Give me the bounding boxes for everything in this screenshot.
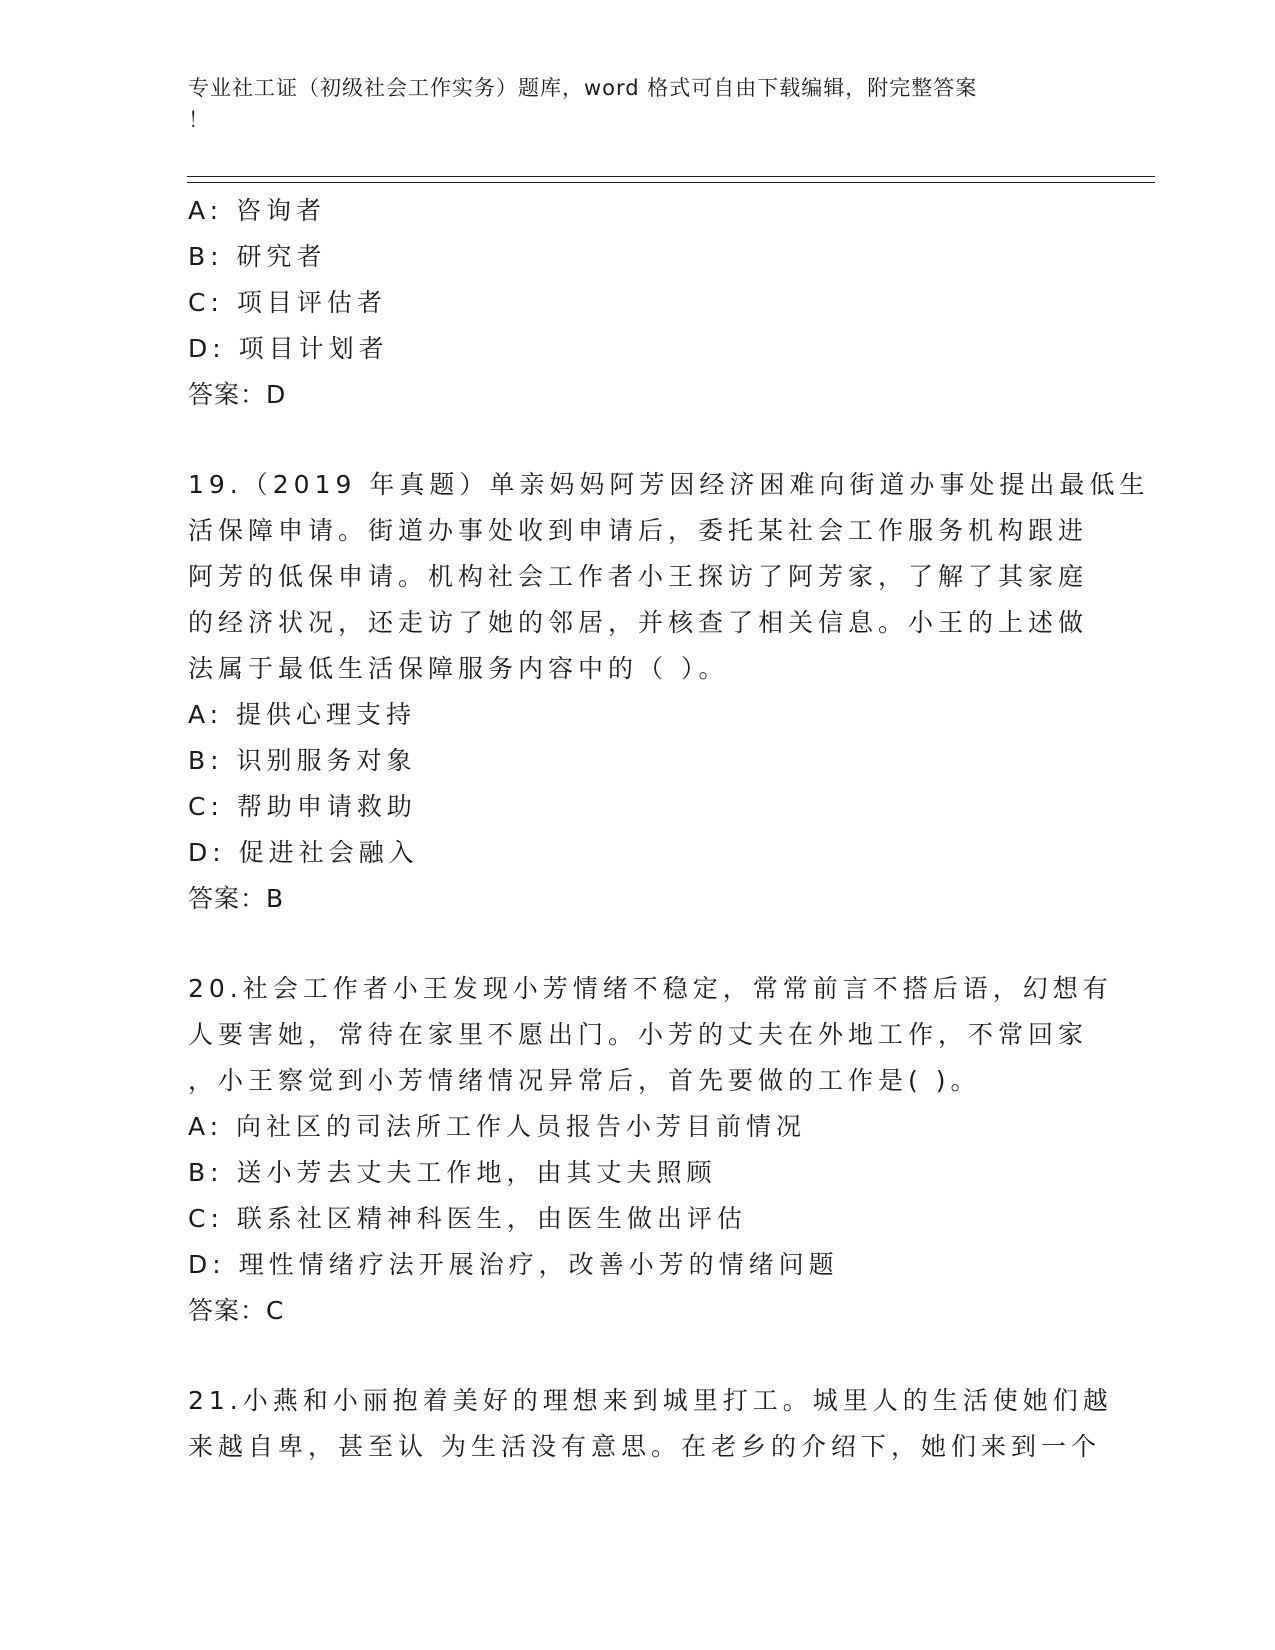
question-20 — [188, 966, 1113, 1334]
header-title: 专业社工证（初级社会工作实务）题库，word 格式可自由下载编辑，附完整答案 — [188, 76, 978, 100]
option-a: A: 提供心理支持 — [188, 700, 417, 729]
question-spacer — [188, 1334, 1088, 1378]
question-19 — [188, 462, 1150, 922]
question-18-tail — [188, 188, 1088, 418]
option-a: A: 向社区的司法所工作人员报告小芳目前情况 — [188, 1112, 807, 1141]
question-spacer — [188, 418, 1088, 462]
option-b: B: 识别服务对象 — [188, 746, 417, 775]
option-b: B: 送小芳去丈夫工作地，由其丈夫照顾 — [188, 1158, 717, 1187]
question-21 — [188, 1378, 1113, 1470]
question-stem-line: 19.（2019 年真题）单亲妈妈阿芳因经济困难向街道办事处提出最低生 — [188, 470, 1150, 499]
question-stem-line: 法属于最低生活保障服务内容中的（ ）。 — [188, 654, 729, 683]
question-stem-line: 人要害她，常待在家里不愿出门。小芳的丈夫在外地工作，不常回家 — [188, 1020, 1089, 1049]
option-a: A: 咨询者 — [188, 196, 327, 225]
question-stem-line: 20.社会工作者小王发现小芳情绪不稳定，常常前言不搭后语，幻想有 — [188, 974, 1113, 1003]
answer-line: 答案：C — [188, 1296, 285, 1325]
option-d: D: 项目计划者 — [188, 334, 389, 363]
document-header — [188, 72, 1088, 136]
header-divider-top — [187, 176, 1155, 177]
question-content — [188, 188, 1150, 1470]
option-c: C: 帮助申请救助 — [188, 792, 417, 821]
question-stem-line: ，小王察觉到小芳情绪情况异常后，首先要做的工作是( )。 — [188, 1066, 981, 1095]
question-stem-line: 阿芳的低保申请。机构社会工作者小王探访了阿芳家，了解了其家庭 — [188, 562, 1089, 591]
header-divider-bottom — [187, 182, 1155, 183]
answer-line: 答案：B — [188, 884, 285, 913]
question-stem-line: 活保障申请。街道办事处收到申请后，委托某社会工作服务机构跟进 — [188, 516, 1089, 545]
answer-line: 答案：D — [188, 380, 287, 409]
option-d: D: 理性情绪疗法开展治疗，改善小芳的情绪问题 — [188, 1250, 839, 1279]
question-stem-line: 来越自卑，甚至认 为生活没有意思。在老乡的介绍下，她们来到一个 — [188, 1432, 1101, 1461]
option-c: C: 联系社区精神科医生，由医生做出评估 — [188, 1204, 747, 1233]
option-d: D: 促进社会融入 — [188, 838, 419, 867]
option-c: C: 项目评估者 — [188, 288, 387, 317]
question-stem-line: 的经济状况，还走访了她的邻居，并核查了相关信息。小王的上述做 — [188, 608, 1089, 637]
header-title-continuation: ！ — [188, 108, 210, 132]
option-b: B: 研究者 — [188, 242, 327, 271]
question-stem-line: 21.小燕和小丽抱着美好的理想来到城里打工。城里人的生活使她们越 — [188, 1386, 1113, 1415]
question-spacer — [188, 922, 1088, 966]
